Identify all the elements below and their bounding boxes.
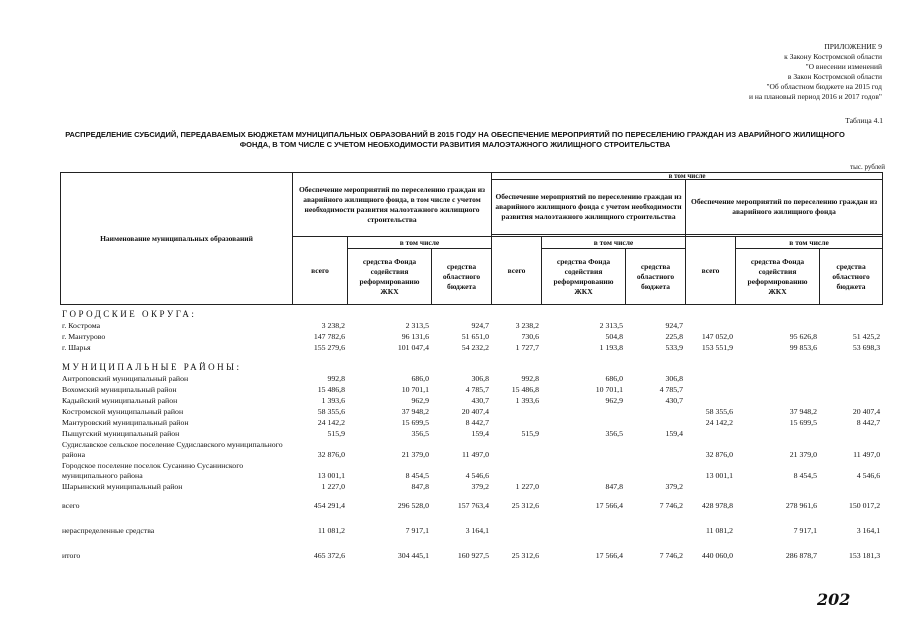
row-value [735, 320, 819, 331]
row-value: 3 164,1 [856, 526, 881, 535]
data-table-body [60, 309, 882, 561]
table-row [60, 460, 882, 481]
table-row [60, 417, 882, 428]
row-value: 15 699,5 [401, 418, 429, 427]
row-value: 95 626,8 [789, 332, 817, 341]
row-name: г. Шарья [62, 343, 91, 352]
row-value [491, 406, 541, 417]
row-value: 7 746,2 [659, 551, 683, 560]
appendix-line: "О внесении изменений [805, 62, 882, 71]
table-row [60, 342, 882, 353]
row-value: 51 651,0 [461, 332, 489, 341]
row-value: 13 001,1 [705, 471, 733, 480]
group2-header: Обеспечение мероприятий по переселению граждан из аварийного жилищного фонда с учетом необходимости развития малоэтажного жилищного строительства [492, 180, 686, 235]
row-value: 10 701,1 [595, 385, 623, 394]
row-value: 150 017,2 [848, 501, 881, 510]
row-value [541, 460, 625, 481]
row-value: 4 785,7 [465, 385, 489, 394]
appendix-line: к Закону Костромской области [784, 52, 882, 61]
col-total-3: всего [686, 237, 736, 305]
table-row [60, 331, 882, 342]
row-value [541, 516, 625, 536]
row-value [735, 428, 819, 439]
row-value: 515,9 [521, 429, 539, 438]
row-value: 306,8 [665, 374, 683, 383]
row-value [491, 439, 541, 460]
row-name: Городское поселение поселок Сусанино Сусанинского муниципального района [62, 461, 244, 480]
row-value: 1 727,7 [515, 343, 539, 352]
row-value: 17 566,4 [595, 501, 623, 510]
appendix-line: ПРИЛОЖЕНИЕ 9 [824, 42, 882, 51]
row-value: 847,8 [411, 482, 429, 491]
row-name: всего [62, 501, 80, 510]
table-row [60, 320, 882, 331]
row-value: 15 699,5 [789, 418, 817, 427]
sub-in-that-2: в том числе [542, 237, 686, 249]
row-value: 25 312,6 [511, 551, 539, 560]
row-value: 147 052,0 [701, 332, 733, 341]
row-value: 153 181,3 [848, 551, 881, 560]
row-value: 4 546,6 [856, 471, 881, 480]
row-value: 147 782,6 [313, 332, 345, 341]
row-value [685, 384, 735, 395]
table-row [60, 516, 882, 536]
row-value [491, 417, 541, 428]
table-label: Таблица 4.1 [845, 116, 883, 125]
row-name: Вохомский муниципальный район [62, 385, 177, 394]
row-value [625, 406, 685, 417]
row-value: 379,2 [471, 482, 489, 491]
appendix-line: в Закон Костромской области [787, 72, 882, 81]
row-value [735, 395, 819, 406]
row-value [735, 373, 819, 384]
row-value: 7 746,2 [659, 501, 683, 510]
col-region-3: средства областного бюджета [820, 249, 883, 305]
in-that-number-header: в том числе [492, 173, 883, 180]
row-value: 8 442,7 [856, 418, 881, 427]
row-value [541, 417, 625, 428]
row-value: 11 081,2 [318, 526, 345, 535]
row-value: 304 445,1 [397, 551, 429, 560]
row-value: 15 486,8 [317, 385, 345, 394]
row-value: 153 551,9 [701, 343, 733, 352]
row-value: 159,4 [665, 429, 683, 438]
row-value: 686,0 [605, 374, 623, 383]
table-header [60, 172, 883, 305]
row-value: 356,5 [605, 429, 623, 438]
row-value: 3 238,2 [515, 321, 539, 330]
row-value: 1 227,0 [515, 482, 539, 491]
row-value: 20 407,4 [461, 407, 489, 416]
name-column-header: Наименование муниципальных образований [61, 173, 293, 305]
group1-header: Обеспечение мероприятий по переселению граждан из аварийного жилищного фонда, в том числе с учетом необходимости развития малоэтажного жилищного строительства [293, 173, 492, 237]
row-value: 1 193,8 [599, 343, 623, 352]
row-value: 440 060,0 [701, 551, 733, 560]
row-name: Кадыйский муниципальный район [62, 396, 178, 405]
row-value [735, 384, 819, 395]
row-value: 8 442,7 [465, 418, 489, 427]
row-name: г. Кострома [62, 321, 101, 330]
row-name: нераспределенные средства [62, 526, 155, 535]
row-name: Пыщугский муниципальный район [62, 429, 180, 438]
row-value: 924,7 [665, 321, 683, 330]
appendix-line: и на плановый период 2016 и 2017 годов" [749, 92, 882, 101]
row-value [819, 428, 882, 439]
row-value: 465 372,6 [313, 551, 345, 560]
row-value: 962,9 [411, 396, 429, 405]
table-row [60, 498, 882, 511]
row-value: 155 279,6 [313, 343, 345, 352]
row-value: 533,9 [665, 343, 683, 352]
row-name: г. Мантурово [62, 332, 106, 341]
row-value: 1 227,0 [321, 482, 345, 491]
row-value: 7 917,1 [793, 526, 817, 535]
row-value: 847,8 [605, 482, 623, 491]
row-value: 32 876,0 [317, 450, 345, 459]
row-value: 962,9 [605, 396, 623, 405]
row-value: 430,7 [471, 396, 489, 405]
row-value [735, 481, 819, 492]
row-value: 3 238,2 [321, 321, 345, 330]
row-name: Судиславское сельское поселение Судиславского муниципального района [62, 440, 283, 459]
page-number: 202 [817, 590, 851, 609]
sub-in-that-3: в том числе [736, 237, 883, 249]
row-value: 13 001,1 [317, 471, 345, 480]
row-value: 160 927,5 [457, 551, 489, 560]
col-total-2: всего [492, 237, 542, 305]
table-row [60, 373, 882, 384]
row-value: 7 917,1 [405, 526, 429, 535]
row-value [819, 395, 882, 406]
row-value: 24 142,2 [317, 418, 345, 427]
row-value: 58 355,6 [705, 407, 733, 416]
row-value: 10 701,1 [401, 385, 429, 394]
group3-header: Обеспечение мероприятий по переселению граждан из аварийного жилищного фонда [686, 180, 883, 235]
row-value: 296 528,0 [397, 501, 429, 510]
row-value: 379,2 [665, 482, 683, 491]
col-region-2: средства областного бюджета [626, 249, 686, 305]
row-value [491, 516, 541, 536]
section-row [60, 309, 882, 320]
row-value [685, 428, 735, 439]
row-value [685, 481, 735, 492]
appendix-header [600, 42, 882, 102]
col-total-1: всего [293, 237, 348, 305]
section-title: МУНИЦИПАЛЬНЫЕ РАЙОНЫ: [62, 362, 242, 372]
row-value: 11 081,2 [706, 526, 733, 535]
table-row [60, 395, 882, 406]
row-value [625, 460, 685, 481]
row-value: 4 785,7 [659, 385, 683, 394]
row-value: 37 948,2 [401, 407, 429, 416]
row-value: 37 948,2 [789, 407, 817, 416]
row-value: 11 497,0 [462, 450, 489, 459]
row-value: 8 454,5 [793, 471, 817, 480]
section-title: ГОРОДСКИЕ ОКРУГА: [62, 309, 197, 319]
table-row [60, 384, 882, 395]
row-value: 4 546,6 [465, 471, 489, 480]
row-value: 504,8 [605, 332, 623, 341]
row-value: 159,4 [471, 429, 489, 438]
row-value [491, 460, 541, 481]
row-value: 686,0 [411, 374, 429, 383]
section-row [60, 361, 882, 373]
document-title: РАСПРЕДЕЛЕНИЕ СУБСИДИЙ, ПЕРЕДАВАЕМЫХ БЮДЖЕТАМ МУНИЦИПАЛЬНЫХ ОБРАЗОВАНИЙ В 2015 ГОДУ НА ОБЕСПЕЧЕНИЕ МЕРОПРИЯТИЙ ПО ПЕРЕСЕЛЕНИЮ ГРАЖДАН ИЗ АВАРИЙНОГО ЖИЛИЩНОГО ФОНДА, В ТОМ ЧИСЛЕ С УЧЕТОМ НЕОБХОДИМОСТИ РАЗВИТИЯ МАЛОЭТАЖНОГО ЖИЛИЩНОГО СТРОИТЕЛЬСТВА [65, 130, 845, 149]
row-value [541, 439, 625, 460]
table-row [60, 541, 882, 561]
col-region-1: средства областного бюджета [432, 249, 492, 305]
row-value: 25 312,6 [511, 501, 539, 510]
row-value: 306,8 [471, 374, 489, 383]
row-value: 101 047,4 [397, 343, 429, 352]
row-value [625, 417, 685, 428]
row-value: 356,5 [411, 429, 429, 438]
row-value: 924,7 [471, 321, 489, 330]
row-value: 8 454,5 [405, 471, 429, 480]
row-value: 2 313,5 [405, 321, 429, 330]
row-value: 24 142,2 [705, 418, 733, 427]
units-label: тыс. рублей [850, 163, 885, 171]
row-value: 428 978,8 [701, 501, 733, 510]
row-value [685, 373, 735, 384]
row-value: 21 379,0 [789, 450, 817, 459]
col-fund-1: средства Фонда содействия реформированию ЖКХ [348, 249, 432, 305]
row-value: 730,6 [521, 332, 539, 341]
row-name: Шарьинский муниципальный район [62, 482, 183, 491]
row-name: итого [62, 551, 81, 560]
table-row [60, 481, 882, 492]
row-value: 286 878,7 [785, 551, 817, 560]
row-value [685, 395, 735, 406]
row-value: 99 853,6 [789, 343, 817, 352]
row-value: 1 393,6 [321, 396, 345, 405]
row-value: 58 355,6 [317, 407, 345, 416]
table-row [60, 406, 882, 417]
row-value: 21 379,0 [401, 450, 429, 459]
row-name: Антроповский муниципальный район [62, 374, 189, 383]
row-value: 430,7 [665, 396, 683, 405]
row-value: 1 393,6 [515, 396, 539, 405]
row-value: 32 876,0 [705, 450, 733, 459]
row-value [819, 373, 882, 384]
row-value [625, 516, 685, 536]
row-value: 17 566,4 [595, 551, 623, 560]
row-value [625, 439, 685, 460]
col-fund-3: средства Фонда содействия реформированию ЖКХ [736, 249, 820, 305]
table-row [60, 428, 882, 439]
row-value: 96 131,6 [401, 332, 429, 341]
row-value [541, 406, 625, 417]
row-value: 992,8 [327, 374, 345, 383]
row-value: 992,8 [521, 374, 539, 383]
row-value [819, 481, 882, 492]
row-value: 157 763,4 [457, 501, 489, 510]
row-value: 11 497,0 [853, 450, 881, 459]
row-value [685, 320, 735, 331]
row-value: 51 425,2 [852, 332, 881, 341]
row-value: 53 698,3 [852, 343, 881, 352]
row-value: 225,8 [665, 332, 683, 341]
row-value: 15 486,8 [511, 385, 539, 394]
row-value: 54 232,2 [461, 343, 489, 352]
row-value: 3 164,1 [465, 526, 489, 535]
row-value: 278 961,6 [785, 501, 817, 510]
table-row [60, 439, 882, 460]
appendix-line: "Об областном бюджете на 2015 год [766, 82, 882, 91]
sub-in-that-1: в том числе [348, 237, 492, 249]
col-fund-2: средства Фонда содействия реформированию ЖКХ [542, 249, 626, 305]
row-value: 454 291,4 [313, 501, 345, 510]
row-value: 2 313,5 [599, 321, 623, 330]
row-name: Костромской муниципальный район [62, 407, 184, 416]
row-value: 20 407,4 [852, 407, 881, 416]
row-value [819, 320, 882, 331]
row-value: 515,9 [327, 429, 345, 438]
row-name: Мантуровский муниципальный район [62, 418, 189, 427]
row-value [819, 384, 882, 395]
